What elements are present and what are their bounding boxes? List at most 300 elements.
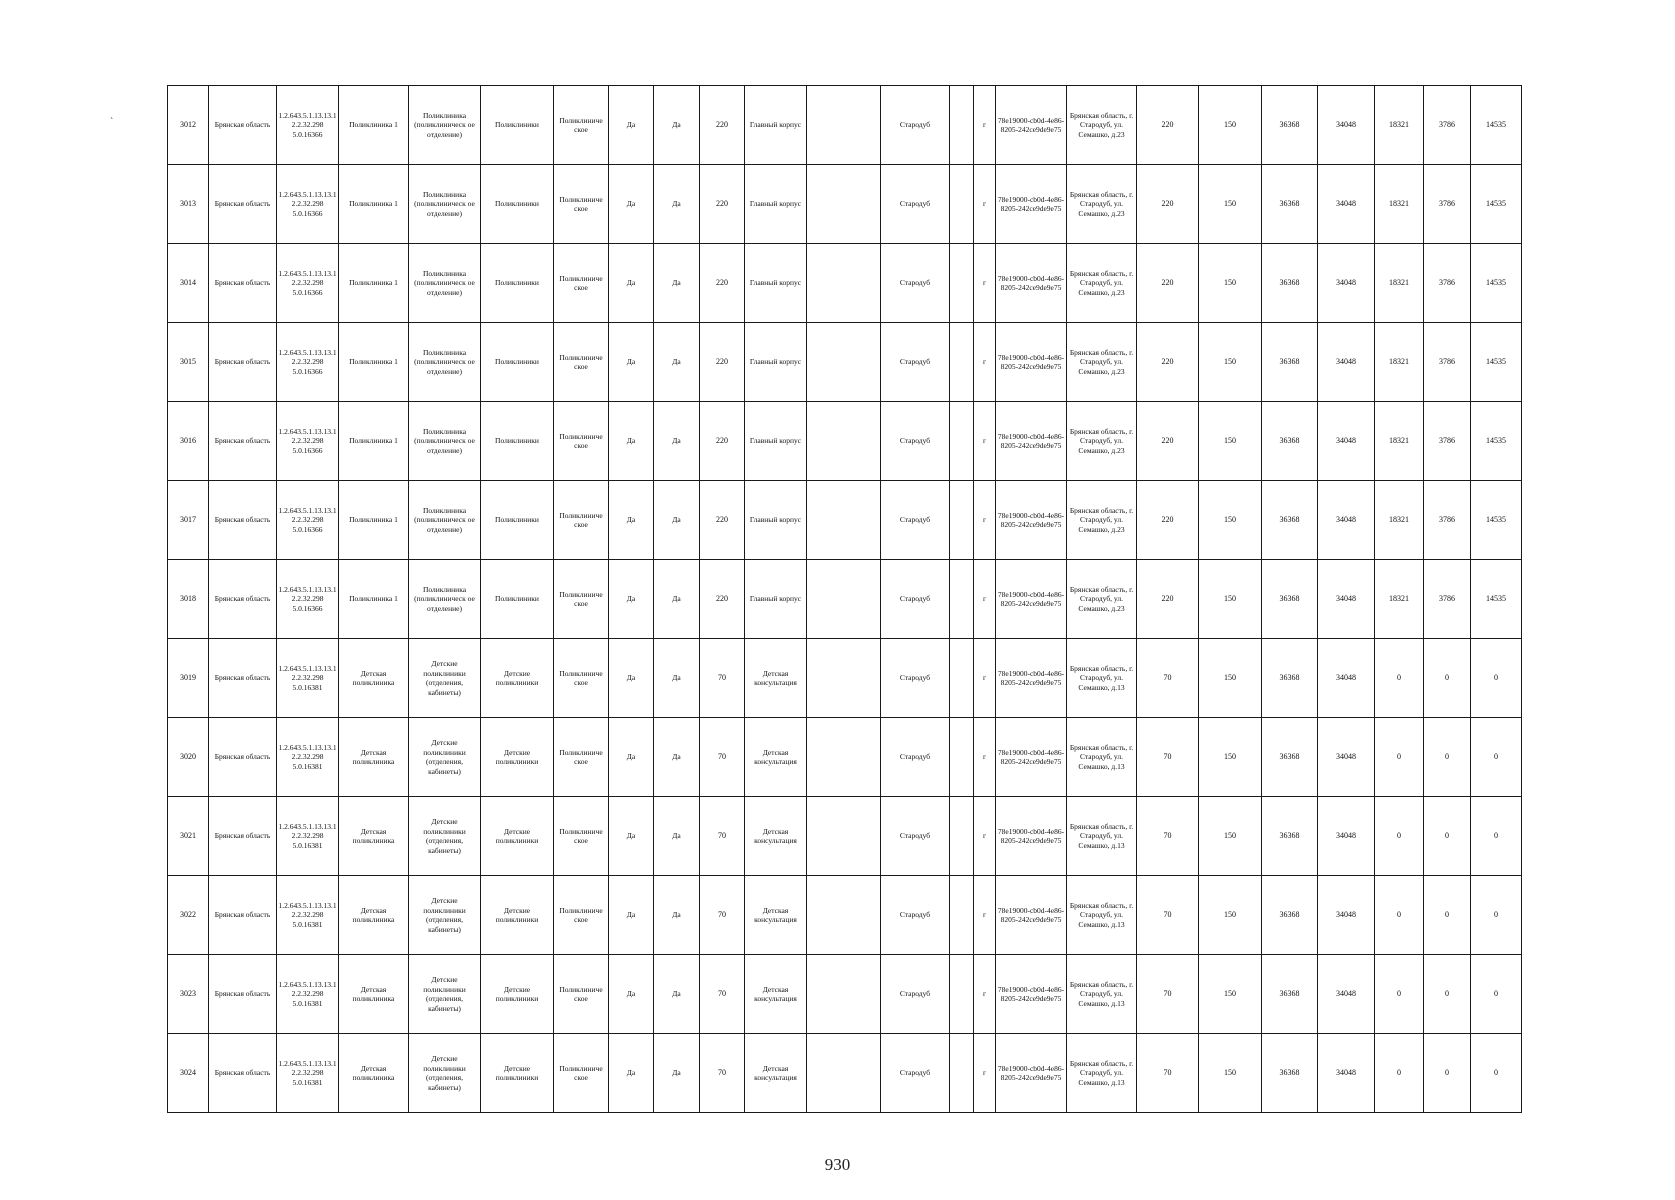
cell-v1: 70 bbox=[1137, 876, 1199, 955]
cell-department: Поликлиника (поликлиническ ое отделение) bbox=[409, 402, 481, 481]
cell-settlement-type: г bbox=[974, 639, 996, 718]
cell-flag2: Да bbox=[654, 955, 700, 1034]
cell-code: 1.2.643.5.1.13.13.12.2.32.298 5.0.16366 bbox=[277, 165, 339, 244]
cell-id: 3016 bbox=[168, 402, 209, 481]
cell-v3: 36368 bbox=[1262, 876, 1318, 955]
cell-settlement-type: г bbox=[974, 165, 996, 244]
cell-v5: 0 bbox=[1375, 876, 1424, 955]
cell-blank1 bbox=[807, 718, 881, 797]
cell-v6: 3786 bbox=[1424, 86, 1471, 165]
cell-code: 1.2.643.5.1.13.13.12.2.32.298 5.0.16366 bbox=[277, 481, 339, 560]
cell-code: 1.2.643.5.1.13.13.12.2.32.298 5.0.16366 bbox=[277, 86, 339, 165]
cell-v5: 18321 bbox=[1375, 165, 1424, 244]
cell-city: Стародуб bbox=[881, 876, 950, 955]
cell-settlement-type: г bbox=[974, 955, 996, 1034]
cell-address: Брянская область, г. Стародуб, ул. Семашко, д.23 bbox=[1067, 165, 1137, 244]
cell-v1: 220 bbox=[1137, 560, 1199, 639]
cell-v4: 34048 bbox=[1318, 1034, 1375, 1113]
cell-blank1 bbox=[807, 797, 881, 876]
cell-capacity: 220 bbox=[700, 560, 745, 639]
cell-id: 3012 bbox=[168, 86, 209, 165]
cell-blank1 bbox=[807, 1034, 881, 1113]
cell-department-type: Поликлиники bbox=[481, 165, 554, 244]
cell-v1: 220 bbox=[1137, 402, 1199, 481]
cell-id: 3019 bbox=[168, 639, 209, 718]
cell-flag2: Да bbox=[654, 323, 700, 402]
cell-v6: 0 bbox=[1424, 955, 1471, 1034]
cell-v6: 3786 bbox=[1424, 323, 1471, 402]
cell-name: Поликлиника 1 bbox=[339, 86, 409, 165]
cell-blank2 bbox=[950, 560, 974, 639]
cell-city: Стародуб bbox=[881, 955, 950, 1034]
cell-v6: 3786 bbox=[1424, 165, 1471, 244]
cell-building: Детская консультация bbox=[745, 876, 807, 955]
cell-id: 3014 bbox=[168, 244, 209, 323]
cell-flag2: Да bbox=[654, 244, 700, 323]
cell-department: Поликлиника (поликлиническ ое отделение) bbox=[409, 165, 481, 244]
cell-v3: 36368 bbox=[1262, 244, 1318, 323]
cell-blank2 bbox=[950, 955, 974, 1034]
cell-v3: 36368 bbox=[1262, 639, 1318, 718]
cell-code: 1.2.643.5.1.13.13.12.2.32.298 5.0.16366 bbox=[277, 560, 339, 639]
cell-id: 3015 bbox=[168, 323, 209, 402]
cell-department-type: Поликлиники bbox=[481, 560, 554, 639]
cell-v7: 0 bbox=[1471, 718, 1522, 797]
cell-capacity: 70 bbox=[700, 639, 745, 718]
cell-flag2: Да bbox=[654, 86, 700, 165]
cell-settlement-type: г bbox=[974, 402, 996, 481]
cell-flag1: Да bbox=[609, 402, 654, 481]
table-row bbox=[168, 560, 1522, 639]
cell-capacity: 220 bbox=[700, 165, 745, 244]
cell-v3: 36368 bbox=[1262, 481, 1318, 560]
cell-department: Детские поликлиники (отделения, кабинеты) bbox=[409, 718, 481, 797]
cell-department-type: Детские поликлиники bbox=[481, 718, 554, 797]
cell-address: Брянская область, г. Стародуб, ул. Семашко, д.23 bbox=[1067, 323, 1137, 402]
cell-kind: Поликлиниче ское bbox=[554, 244, 609, 323]
cell-id: 3022 bbox=[168, 876, 209, 955]
cell-v7: 14535 bbox=[1471, 165, 1522, 244]
cell-v7: 0 bbox=[1471, 876, 1522, 955]
cell-building: Главный корпус bbox=[745, 560, 807, 639]
cell-name: Детская поликлиника bbox=[339, 1034, 409, 1113]
cell-guid: 78e19000-cb0d-4e86-8205-242ce9de9e75 bbox=[996, 1034, 1067, 1113]
cell-department: Поликлиника (поликлиническ ое отделение) bbox=[409, 86, 481, 165]
cell-settlement-type: г bbox=[974, 323, 996, 402]
cell-flag2: Да bbox=[654, 876, 700, 955]
cell-v2: 150 bbox=[1199, 560, 1262, 639]
cell-city: Стародуб bbox=[881, 1034, 950, 1113]
cell-name: Детская поликлиника bbox=[339, 718, 409, 797]
cell-blank2 bbox=[950, 639, 974, 718]
cell-v7: 14535 bbox=[1471, 402, 1522, 481]
cell-department-type: Поликлиники bbox=[481, 86, 554, 165]
cell-flag2: Да bbox=[654, 165, 700, 244]
cell-v7: 0 bbox=[1471, 797, 1522, 876]
cell-region: Брянская область bbox=[209, 797, 277, 876]
cell-code: 1.2.643.5.1.13.13.12.2.32.298 5.0.16381 bbox=[277, 797, 339, 876]
cell-v3: 36368 bbox=[1262, 402, 1318, 481]
cell-v6: 0 bbox=[1424, 797, 1471, 876]
cell-region: Брянская область bbox=[209, 955, 277, 1034]
cell-blank1 bbox=[807, 244, 881, 323]
cell-region: Брянская область bbox=[209, 244, 277, 323]
cell-blank1 bbox=[807, 165, 881, 244]
cell-id: 3013 bbox=[168, 165, 209, 244]
cell-blank1 bbox=[807, 402, 881, 481]
cell-name: Детская поликлиника bbox=[339, 639, 409, 718]
cell-department: Поликлиника (поликлиническ ое отделение) bbox=[409, 481, 481, 560]
cell-address: Брянская область, г. Стародуб, ул. Семашко, д.23 bbox=[1067, 560, 1137, 639]
cell-city: Стародуб bbox=[881, 165, 950, 244]
cell-kind: Поликлиниче ское bbox=[554, 165, 609, 244]
cell-v6: 3786 bbox=[1424, 244, 1471, 323]
cell-building: Детская консультация bbox=[745, 639, 807, 718]
cell-address: Брянская область, г. Стародуб, ул. Семашко, д.13 bbox=[1067, 876, 1137, 955]
cell-v4: 34048 bbox=[1318, 560, 1375, 639]
table-row bbox=[168, 165, 1522, 244]
cell-v4: 34048 bbox=[1318, 165, 1375, 244]
cell-id: 3024 bbox=[168, 1034, 209, 1113]
cell-v3: 36368 bbox=[1262, 797, 1318, 876]
cell-v1: 220 bbox=[1137, 244, 1199, 323]
cell-blank2 bbox=[950, 718, 974, 797]
cell-settlement-type: г bbox=[974, 244, 996, 323]
cell-guid: 78e19000-cb0d-4e86-8205-242ce9de9e75 bbox=[996, 876, 1067, 955]
cell-department-type: Поликлиники bbox=[481, 402, 554, 481]
cell-code: 1.2.643.5.1.13.13.12.2.32.298 5.0.16381 bbox=[277, 639, 339, 718]
cell-capacity: 70 bbox=[700, 1034, 745, 1113]
cell-flag1: Да bbox=[609, 955, 654, 1034]
cell-name: Детская поликлиника bbox=[339, 876, 409, 955]
cell-building: Главный корпус bbox=[745, 323, 807, 402]
cell-region: Брянская область bbox=[209, 481, 277, 560]
cell-address: Брянская область, г. Стародуб, ул. Семашко, д.23 bbox=[1067, 86, 1137, 165]
cell-flag1: Да bbox=[609, 165, 654, 244]
cell-blank2 bbox=[950, 481, 974, 560]
cell-department: Детские поликлиники (отделения, кабинеты) bbox=[409, 639, 481, 718]
cell-kind: Поликлиниче ское bbox=[554, 797, 609, 876]
cell-flag2: Да bbox=[654, 639, 700, 718]
cell-code: 1.2.643.5.1.13.13.12.2.32.298 5.0.16381 bbox=[277, 1034, 339, 1113]
cell-v5: 0 bbox=[1375, 718, 1424, 797]
cell-v6: 0 bbox=[1424, 718, 1471, 797]
cell-name: Поликлиника 1 bbox=[339, 165, 409, 244]
cell-blank2 bbox=[950, 86, 974, 165]
cell-guid: 78e19000-cb0d-4e86-8205-242ce9de9e75 bbox=[996, 955, 1067, 1034]
cell-kind: Поликлиниче ское bbox=[554, 718, 609, 797]
cell-v2: 150 bbox=[1199, 323, 1262, 402]
cell-kind: Поликлиниче ское bbox=[554, 86, 609, 165]
cell-v1: 70 bbox=[1137, 797, 1199, 876]
cell-capacity: 220 bbox=[700, 244, 745, 323]
cell-v5: 0 bbox=[1375, 639, 1424, 718]
cell-v5: 0 bbox=[1375, 955, 1424, 1034]
cell-flag2: Да bbox=[654, 402, 700, 481]
cell-blank1 bbox=[807, 560, 881, 639]
cell-name: Поликлиника 1 bbox=[339, 323, 409, 402]
cell-department: Поликлиника (поликлиническ ое отделение) bbox=[409, 323, 481, 402]
cell-city: Стародуб bbox=[881, 402, 950, 481]
cell-v2: 150 bbox=[1199, 165, 1262, 244]
cell-building: Детская консультация bbox=[745, 955, 807, 1034]
table-row bbox=[168, 323, 1522, 402]
cell-kind: Поликлиниче ское bbox=[554, 560, 609, 639]
cell-v7: 0 bbox=[1471, 639, 1522, 718]
cell-code: 1.2.643.5.1.13.13.12.2.32.298 5.0.16366 bbox=[277, 402, 339, 481]
cell-region: Брянская область bbox=[209, 639, 277, 718]
cell-department-type: Поликлиники bbox=[481, 323, 554, 402]
cell-department-type: Детские поликлиники bbox=[481, 1034, 554, 1113]
cell-settlement-type: г bbox=[974, 560, 996, 639]
cell-v2: 150 bbox=[1199, 86, 1262, 165]
table-row bbox=[168, 1034, 1522, 1113]
cell-v2: 150 bbox=[1199, 639, 1262, 718]
cell-v1: 70 bbox=[1137, 718, 1199, 797]
cell-capacity: 70 bbox=[700, 955, 745, 1034]
cell-address: Брянская область, г. Стародуб, ул. Семашко, д.13 bbox=[1067, 955, 1137, 1034]
cell-v7: 14535 bbox=[1471, 86, 1522, 165]
cell-blank1 bbox=[807, 639, 881, 718]
cell-v4: 34048 bbox=[1318, 481, 1375, 560]
table-row bbox=[168, 244, 1522, 323]
cell-name: Детская поликлиника bbox=[339, 797, 409, 876]
cell-v2: 150 bbox=[1199, 955, 1262, 1034]
cell-flag2: Да bbox=[654, 481, 700, 560]
scan-speck: ˋ bbox=[110, 117, 114, 128]
cell-department: Поликлиника (поликлиническ ое отделение) bbox=[409, 244, 481, 323]
cell-address: Брянская область, г. Стародуб, ул. Семашко, д.13 bbox=[1067, 639, 1137, 718]
cell-v4: 34048 bbox=[1318, 402, 1375, 481]
cell-flag1: Да bbox=[609, 560, 654, 639]
cell-blank2 bbox=[950, 876, 974, 955]
cell-v3: 36368 bbox=[1262, 323, 1318, 402]
cell-v2: 150 bbox=[1199, 244, 1262, 323]
table-row bbox=[168, 402, 1522, 481]
cell-flag1: Да bbox=[609, 718, 654, 797]
cell-code: 1.2.643.5.1.13.13.12.2.32.298 5.0.16381 bbox=[277, 955, 339, 1034]
cell-blank2 bbox=[950, 244, 974, 323]
cell-kind: Поликлиниче ское bbox=[554, 1034, 609, 1113]
cell-kind: Поликлиниче ское bbox=[554, 876, 609, 955]
cell-v4: 34048 bbox=[1318, 955, 1375, 1034]
table-row bbox=[168, 955, 1522, 1034]
cell-department: Детские поликлиники (отделения, кабинеты) bbox=[409, 1034, 481, 1113]
cell-region: Брянская область bbox=[209, 718, 277, 797]
cell-v5: 18321 bbox=[1375, 402, 1424, 481]
cell-building: Главный корпус bbox=[745, 165, 807, 244]
cell-blank1 bbox=[807, 323, 881, 402]
cell-v3: 36368 bbox=[1262, 165, 1318, 244]
cell-department-type: Поликлиники bbox=[481, 481, 554, 560]
cell-address: Брянская область, г. Стародуб, ул. Семашко, д.23 bbox=[1067, 244, 1137, 323]
cell-address: Брянская область, г. Стародуб, ул. Семашко, д.23 bbox=[1067, 402, 1137, 481]
cell-capacity: 220 bbox=[700, 86, 745, 165]
cell-building: Детская консультация bbox=[745, 718, 807, 797]
cell-address: Брянская область, г. Стародуб, ул. Семашко, д.13 bbox=[1067, 718, 1137, 797]
cell-v6: 0 bbox=[1424, 639, 1471, 718]
cell-settlement-type: г bbox=[974, 797, 996, 876]
cell-department-type: Детские поликлиники bbox=[481, 876, 554, 955]
cell-city: Стародуб bbox=[881, 718, 950, 797]
cell-department: Детские поликлиники (отделения, кабинеты) bbox=[409, 955, 481, 1034]
cell-flag1: Да bbox=[609, 1034, 654, 1113]
cell-guid: 78e19000-cb0d-4e86-8205-242ce9de9e75 bbox=[996, 718, 1067, 797]
cell-city: Стародуб bbox=[881, 639, 950, 718]
cell-id: 3021 bbox=[168, 797, 209, 876]
cell-v2: 150 bbox=[1199, 1034, 1262, 1113]
cell-settlement-type: г bbox=[974, 876, 996, 955]
cell-v7: 0 bbox=[1471, 1034, 1522, 1113]
cell-address: Брянская область, г. Стародуб, ул. Семашко, д.13 bbox=[1067, 797, 1137, 876]
table-row bbox=[168, 797, 1522, 876]
cell-capacity: 220 bbox=[700, 323, 745, 402]
cell-code: 1.2.643.5.1.13.13.12.2.32.298 5.0.16366 bbox=[277, 323, 339, 402]
cell-kind: Поликлиниче ское bbox=[554, 323, 609, 402]
cell-guid: 78e19000-cb0d-4e86-8205-242ce9de9e75 bbox=[996, 244, 1067, 323]
facilities-table bbox=[167, 85, 1522, 1113]
cell-settlement-type: г bbox=[974, 1034, 996, 1113]
cell-v5: 18321 bbox=[1375, 244, 1424, 323]
cell-guid: 78e19000-cb0d-4e86-8205-242ce9de9e75 bbox=[996, 402, 1067, 481]
cell-v7: 14535 bbox=[1471, 244, 1522, 323]
cell-region: Брянская область bbox=[209, 1034, 277, 1113]
cell-department: Детские поликлиники (отделения, кабинеты) bbox=[409, 876, 481, 955]
cell-department-type: Детские поликлиники bbox=[481, 955, 554, 1034]
cell-city: Стародуб bbox=[881, 323, 950, 402]
cell-v1: 220 bbox=[1137, 323, 1199, 402]
cell-v1: 220 bbox=[1137, 481, 1199, 560]
cell-v5: 18321 bbox=[1375, 86, 1424, 165]
cell-region: Брянская область bbox=[209, 560, 277, 639]
cell-capacity: 70 bbox=[700, 797, 745, 876]
cell-region: Брянская область bbox=[209, 165, 277, 244]
cell-v6: 3786 bbox=[1424, 481, 1471, 560]
cell-building: Главный корпус bbox=[745, 481, 807, 560]
cell-kind: Поликлиниче ское bbox=[554, 955, 609, 1034]
cell-code: 1.2.643.5.1.13.13.12.2.32.298 5.0.16381 bbox=[277, 718, 339, 797]
cell-capacity: 220 bbox=[700, 402, 745, 481]
cell-v4: 34048 bbox=[1318, 639, 1375, 718]
cell-v6: 0 bbox=[1424, 876, 1471, 955]
cell-settlement-type: г bbox=[974, 718, 996, 797]
cell-capacity: 70 bbox=[700, 876, 745, 955]
cell-flag2: Да bbox=[654, 560, 700, 639]
cell-name: Детская поликлиника bbox=[339, 955, 409, 1034]
cell-city: Стародуб bbox=[881, 481, 950, 560]
cell-guid: 78e19000-cb0d-4e86-8205-242ce9de9e75 bbox=[996, 481, 1067, 560]
cell-name: Поликлиника 1 bbox=[339, 402, 409, 481]
cell-capacity: 220 bbox=[700, 481, 745, 560]
cell-v2: 150 bbox=[1199, 718, 1262, 797]
cell-capacity: 70 bbox=[700, 718, 745, 797]
cell-flag1: Да bbox=[609, 876, 654, 955]
cell-settlement-type: г bbox=[974, 86, 996, 165]
cell-v5: 0 bbox=[1375, 797, 1424, 876]
cell-blank1 bbox=[807, 481, 881, 560]
cell-v7: 14535 bbox=[1471, 560, 1522, 639]
cell-id: 3018 bbox=[168, 560, 209, 639]
cell-flag1: Да bbox=[609, 481, 654, 560]
cell-flag2: Да bbox=[654, 718, 700, 797]
cell-flag1: Да bbox=[609, 797, 654, 876]
cell-v4: 34048 bbox=[1318, 244, 1375, 323]
cell-blank1 bbox=[807, 876, 881, 955]
cell-department: Поликлиника (поликлиническ ое отделение) bbox=[409, 560, 481, 639]
cell-v7: 14535 bbox=[1471, 323, 1522, 402]
cell-v4: 34048 bbox=[1318, 797, 1375, 876]
cell-v1: 70 bbox=[1137, 1034, 1199, 1113]
cell-v5: 18321 bbox=[1375, 323, 1424, 402]
cell-guid: 78e19000-cb0d-4e86-8205-242ce9de9e75 bbox=[996, 797, 1067, 876]
cell-v3: 36368 bbox=[1262, 560, 1318, 639]
table-row bbox=[168, 639, 1522, 718]
cell-building: Главный корпус bbox=[745, 86, 807, 165]
cell-kind: Поликлиниче ское bbox=[554, 481, 609, 560]
cell-v2: 150 bbox=[1199, 797, 1262, 876]
cell-department-type: Детские поликлиники bbox=[481, 797, 554, 876]
cell-v4: 34048 bbox=[1318, 876, 1375, 955]
cell-guid: 78e19000-cb0d-4e86-8205-242ce9de9e75 bbox=[996, 165, 1067, 244]
table-row bbox=[168, 86, 1522, 165]
cell-v6: 0 bbox=[1424, 1034, 1471, 1113]
cell-blank2 bbox=[950, 402, 974, 481]
cell-blank2 bbox=[950, 797, 974, 876]
cell-guid: 78e19000-cb0d-4e86-8205-242ce9de9e75 bbox=[996, 639, 1067, 718]
table-row bbox=[168, 876, 1522, 955]
cell-flag1: Да bbox=[609, 244, 654, 323]
cell-name: Поликлиника 1 bbox=[339, 560, 409, 639]
cell-region: Брянская область bbox=[209, 323, 277, 402]
cell-department-type: Детские поликлиники bbox=[481, 639, 554, 718]
cell-flag1: Да bbox=[609, 86, 654, 165]
cell-city: Стародуб bbox=[881, 797, 950, 876]
cell-v2: 150 bbox=[1199, 481, 1262, 560]
cell-settlement-type: г bbox=[974, 481, 996, 560]
cell-v3: 36368 bbox=[1262, 1034, 1318, 1113]
cell-department-type: Поликлиники bbox=[481, 244, 554, 323]
cell-v1: 220 bbox=[1137, 165, 1199, 244]
cell-v4: 34048 bbox=[1318, 86, 1375, 165]
cell-address: Брянская область, г. Стародуб, ул. Семашко, д.13 bbox=[1067, 1034, 1137, 1113]
cell-flag1: Да bbox=[609, 639, 654, 718]
cell-region: Брянская область bbox=[209, 402, 277, 481]
cell-v3: 36368 bbox=[1262, 718, 1318, 797]
cell-v5: 18321 bbox=[1375, 481, 1424, 560]
cell-kind: Поликлиниче ское bbox=[554, 402, 609, 481]
cell-region: Брянская область bbox=[209, 876, 277, 955]
cell-v1: 70 bbox=[1137, 639, 1199, 718]
cell-id: 3023 bbox=[168, 955, 209, 1034]
cell-department: Детские поликлиники (отделения, кабинеты) bbox=[409, 797, 481, 876]
cell-region: Брянская область bbox=[209, 86, 277, 165]
cell-v7: 14535 bbox=[1471, 481, 1522, 560]
cell-blank1 bbox=[807, 955, 881, 1034]
cell-guid: 78e19000-cb0d-4e86-8205-242ce9de9e75 bbox=[996, 560, 1067, 639]
cell-flag2: Да bbox=[654, 797, 700, 876]
cell-city: Стародуб bbox=[881, 244, 950, 323]
cell-id: 3017 bbox=[168, 481, 209, 560]
cell-code: 1.2.643.5.1.13.13.12.2.32.298 5.0.16381 bbox=[277, 876, 339, 955]
cell-blank2 bbox=[950, 165, 974, 244]
cell-guid: 78e19000-cb0d-4e86-8205-242ce9de9e75 bbox=[996, 323, 1067, 402]
cell-v3: 36368 bbox=[1262, 86, 1318, 165]
cell-city: Стародуб bbox=[881, 86, 950, 165]
cell-building: Детская консультация bbox=[745, 797, 807, 876]
cell-name: Поликлиника 1 bbox=[339, 244, 409, 323]
cell-v2: 150 bbox=[1199, 402, 1262, 481]
cell-building: Главный корпус bbox=[745, 402, 807, 481]
